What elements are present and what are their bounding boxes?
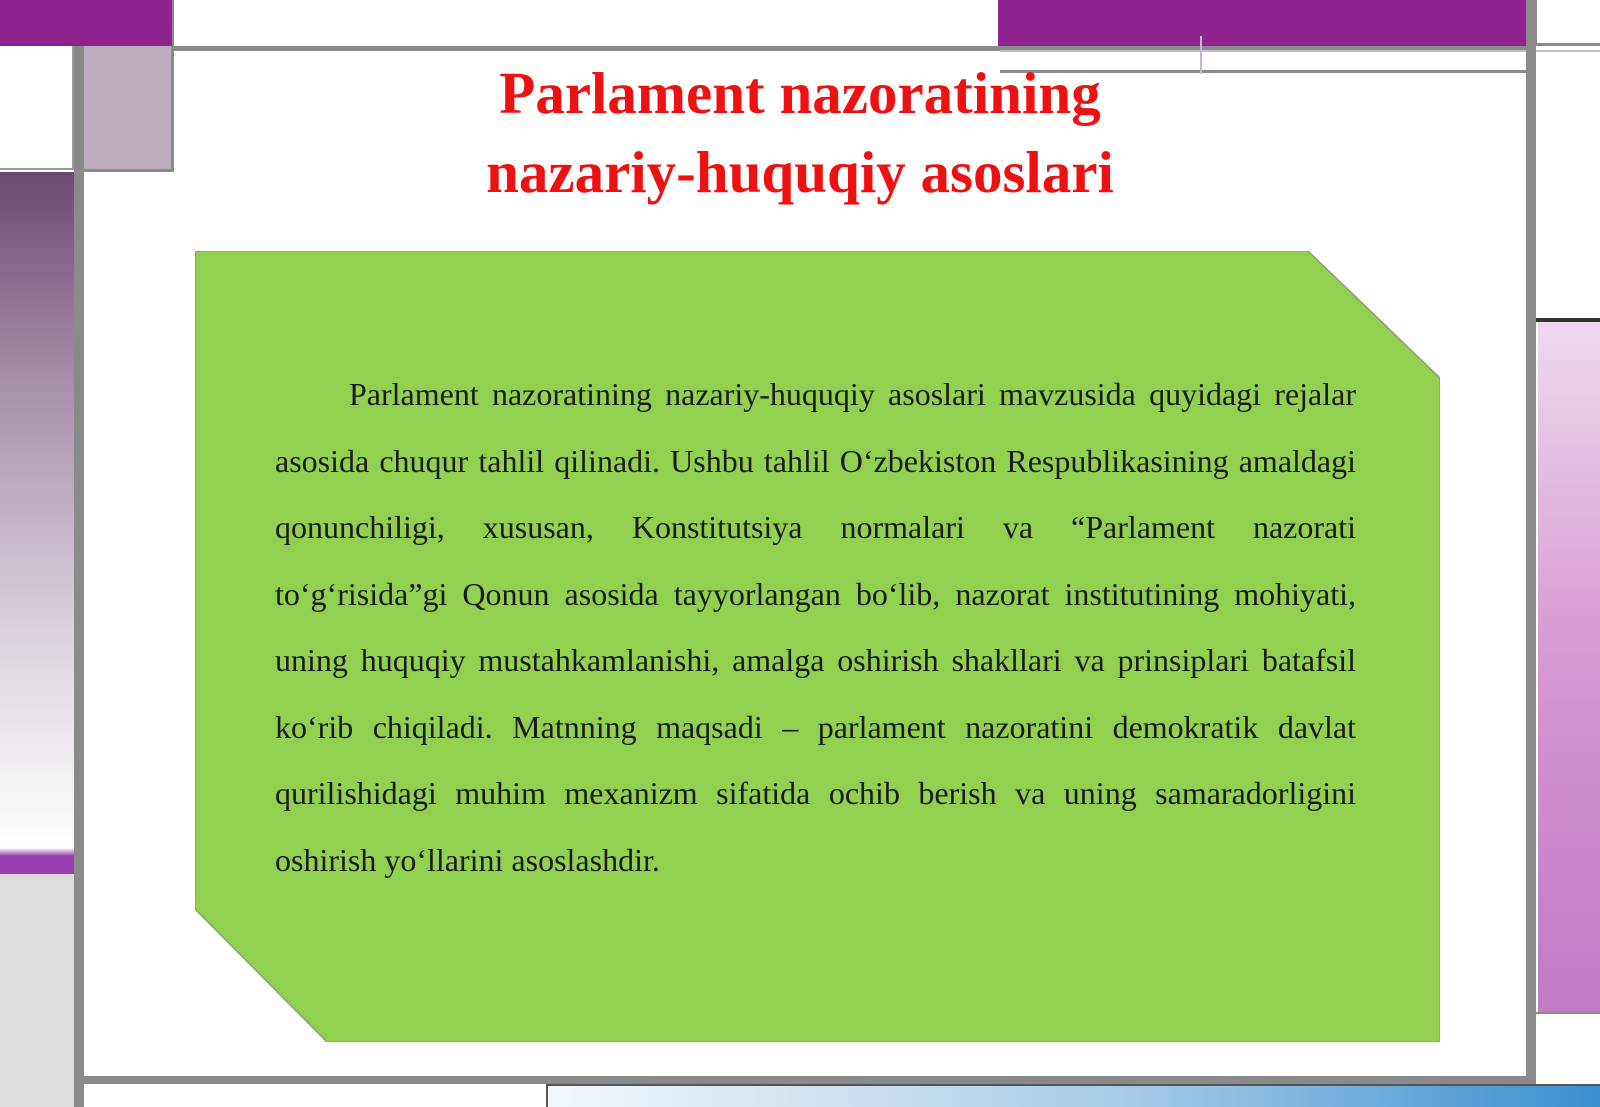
slide-title — [300, 54, 1300, 212]
right-top-white-box — [1536, 52, 1600, 320]
right-frame-rule — [1526, 0, 1536, 1085]
left-gradient-bar — [0, 172, 74, 848]
slide-title-line-1: Parlament nazoratining — [499, 60, 1101, 126]
left-top-white-box — [0, 46, 74, 170]
bottom-frame-rule — [84, 1076, 1536, 1084]
top-right-corner-box — [1534, 0, 1600, 46]
left-grey-square — [84, 46, 174, 172]
left-bottom-grey-block — [0, 874, 74, 1107]
top-right-thin-line — [1000, 50, 1600, 52]
left-frame-rule — [74, 46, 84, 1107]
top-left-purple-bar — [0, 0, 172, 46]
body-paragraph: Parlament nazoratining nazariy-huquqiy asoslari mavzusida quyidagi rejalar asosida chuqur tahlil qilinadi. Ushbu tahlil O‘zbekiston Respublikasining amaldagi qonunchiligi, xususan, Konstitutsiya normalari va “Parlament nazorati to‘g‘risida”gi Qonun asosida tayyorlangan bo‘lib, nazorat institutining mohiyati, uning huquqiy mustahkamlanishi, amalga oshirish shakllari va prinsiplari batafsil ko‘rib chiqiladi. Matnning maqsadi – parlament nazoratini demokratik davlat qurilishidagi muhim mexanizm sifatida ochib berish va uning samaradorligini oshirish yo‘llarini asoslashdir. — [275, 376, 1356, 878]
slide-title-line-2: nazariy-huquqiy asoslari — [486, 139, 1114, 205]
right-pink-gradient-bar — [1538, 322, 1600, 1012]
left-purple-strip — [0, 848, 78, 874]
top-right-purple-bar — [998, 0, 1528, 46]
top-left-divider — [172, 0, 174, 46]
bottom-blue-gradient-bar — [546, 1084, 1600, 1107]
